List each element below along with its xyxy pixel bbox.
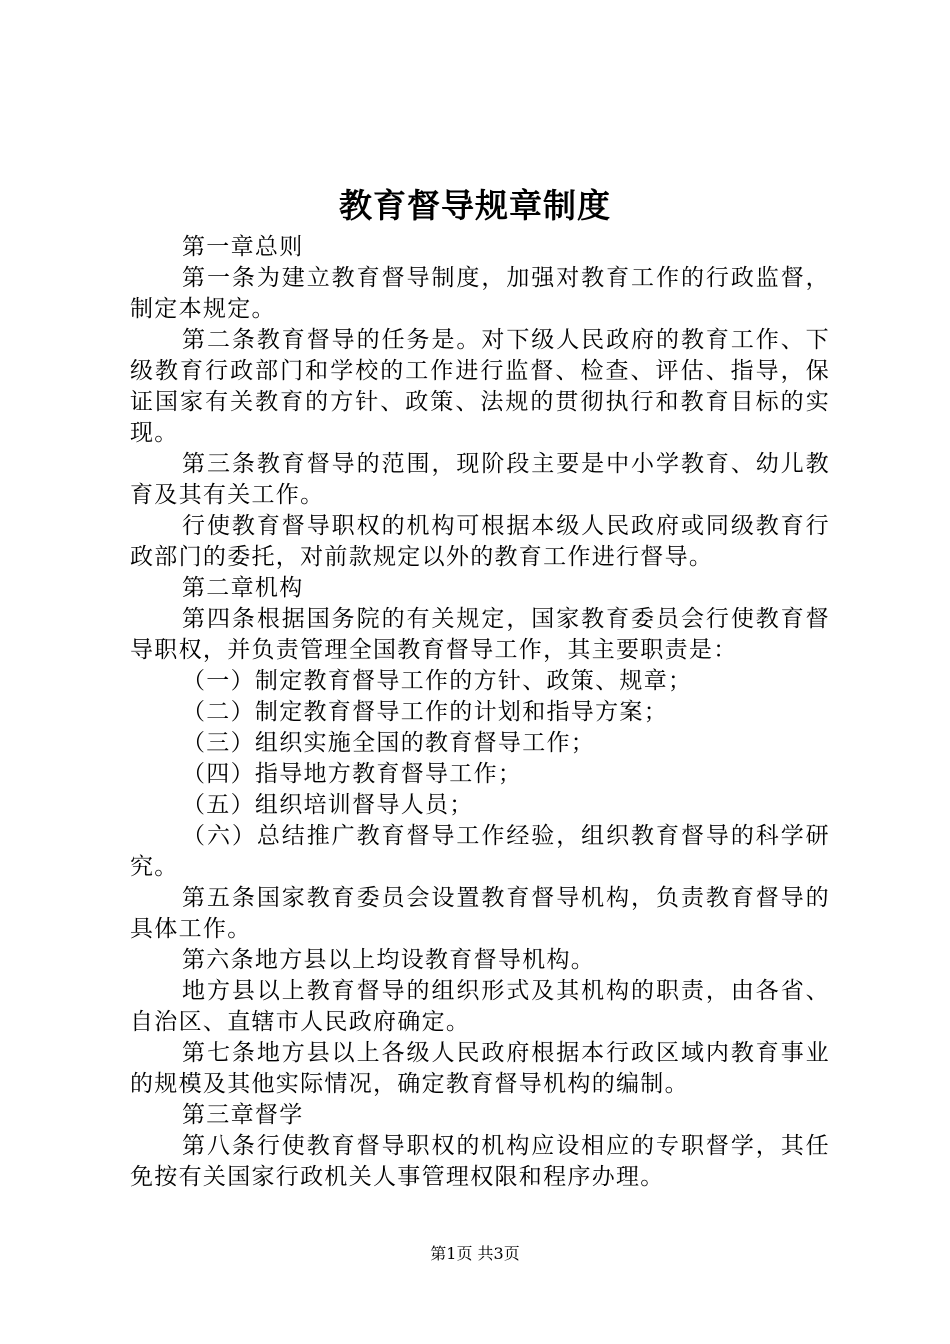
paragraph: 行使教育督导职权的机构可根据本级人民政府或同级教育行政部门的委托，对前款规定以外的教育工作进行督导。 [130,513,830,570]
paragraph: 第八条行使教育督导职权的机构应设相应的专职督学，其任免按有关国家行政机关人事管理权限和程序办理。 [130,1133,830,1190]
paragraph: 第二章机构 [182,575,304,601]
page-title: 教育督导规章制度 [339,186,611,225]
paragraph: 第七条地方县以上各级人民政府根据本行政区域内教育事业的规模及其他实际情况，确定教育督导机构的编制。 [130,1040,830,1097]
paragraph: （四）指导地方教育督导工作； [182,761,523,787]
paragraph: 第六条地方县以上均设教育督导机构。 [182,947,596,973]
paragraph: 第五条国家教育委员会设置教育督导机构，负责教育督导的具体工作。 [130,885,830,942]
document-body [130,232,830,1193]
paragraph: 第三章督学 [182,1102,304,1128]
paragraph: 第一条为建立教育督导制度，加强对教育工作的行政监督，制定本规定。 [130,265,830,322]
paragraph: （五）组织培训督导人员； [182,792,474,818]
paragraph: 第三条教育督导的范围，现阶段主要是中小学教育、幼儿教育及其有关工作。 [130,451,830,508]
paragraph: 第四条根据国务院的有关规定，国家教育委员会行使教育督导职权，并负责管理全国教育督导工作，其主要职责是： [130,606,830,663]
page-footer: 第1页 共3页 [430,1244,520,1263]
paragraph: 第一章总则 [182,234,304,260]
paragraph: （一）制定教育督导工作的方针、政策、规章； [182,668,693,694]
paragraph: 地方县以上教育督导的组织形式及其机构的职责，由各省、自治区、直辖市人民政府确定。 [130,978,830,1035]
paragraph: 第二条教育督导的任务是。对下级人民政府的教育工作、下级教育行政部门和学校的工作进行监督、检查、评估、指导，保证国家有关教育的方针、政策、法规的贯彻执行和教育目标的实现。 [130,327,830,446]
paragraph: （二）制定教育督导工作的计划和指导方案； [182,699,668,725]
paragraph: （六）总结推广教育督导工作经验，组织教育督导的科学研究。 [130,823,830,880]
paragraph: （三）组织实施全国的教育督导工作； [182,730,596,756]
